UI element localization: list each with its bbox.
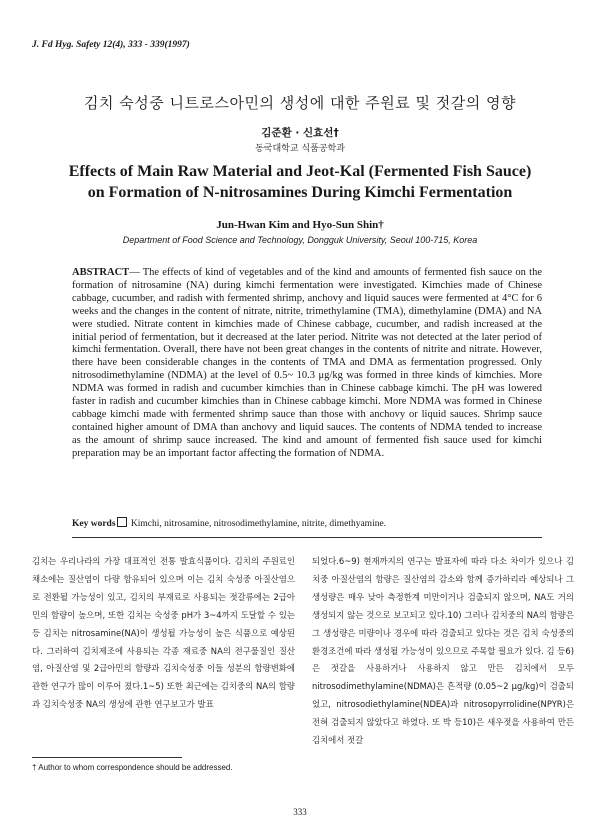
english-title-line-1: Effects of Main Raw Material and Jeot-Kal (Fermented Fish Sauce)	[68, 163, 532, 180]
korean-authors: 김준환 · 신효선†	[261, 127, 339, 139]
english-title	[0, 161, 600, 203]
keywords-text: Kimchi, nitrosamine, nitrosodimethylamine, nitrite, dimethyamine.	[130, 519, 387, 529]
abstract-text: — The effects of kind of vegetables and of the kind and amounts of fermented fish sauce on the formation of nitrosamine (NA) during kimchi fermentation were investigated. Kimchies made of Chinese cabbage, cucumber, and radish with fermented shrimp, anchovy and liquid sauces were fermented at 4°C for 6 weeks and the changes in the content of nitrate, nitrite, trimethylamine (TMA), dimethylamine (DMA) and NA were studied. Nitrate content in kimchies made of Chinese cabbage, cucumber, and radish increased at the initial period of fermentation, but it decreased at the later period. Nitrite was not detected at the later period of kimchi fermentation. Overall, there have not been great changes in the contents of nitrite and nitrate. However, there have been considerable changes in the contents of TMA and DMA as fermentation progressed. Only nitrosodimethylamine (NDMA) at the level of 0.5~ 10.3 μg/kg was formed in three kinds of kimchies. More NDMA was formed in radish and cucumber kimchies than in Chinese cabbage kimchi. The pH was lowered faster in radish and cucumber kimchies than in Chinese cabbage kimchi. More NDMA was formed in Chinese cabbage kimchi made with fermented shrimp sauce than those with anchovy or liquid sauces. Shrimp sauce contained higher amount of DMA than anchovy and liquid sauces. The contents of NDMA tended to increase as the amount of shrimp sauce increased. The kind and amount of fermented fish sauce used for kimchi preparation may be an important factor affecting the formation of NDMA.	[72, 267, 542, 459]
journal-citation: J. Fd Hyg. Safety 12(4), 333 - 339(1997)	[32, 40, 190, 50]
english-authors: Jun-Hwan Kim and Hyo-Sun Shin†	[216, 219, 384, 231]
keywords	[72, 517, 552, 529]
abstract	[72, 267, 542, 461]
english-title-line-2: on Formation of N-nitrosamines During Kimchi Fermentation	[87, 184, 513, 201]
korean-title: 김치 숙성중 니트로스아민의 생성에 대한 주원료 및 젓갈의 영향	[84, 94, 516, 112]
body-column-left	[32, 553, 295, 714]
footnote: † Author to whom correspondence should be addressed.	[32, 763, 233, 772]
english-affiliation: Department of Food Science and Technology, Dongguk University, Seoul 100-715, Korea	[122, 235, 478, 245]
korean-affiliation: 동국대학교 식품공학과	[255, 144, 345, 154]
keywords-label: Key words	[72, 519, 116, 529]
header-divider	[72, 537, 542, 538]
footnote-divider	[32, 757, 182, 758]
page-number: 333	[293, 807, 307, 817]
body-paragraph-left: 김치는 우리나라의 가장 대표적인 전통 발효식품이다. 김치의 주원료인 채소에는 질산염이 다량 함유되어 있으며 이는 김치 숙성중 아질산염으로 전환될 가능성이 있고, 김치의 부재료로 사용되는 젓갈류에는 2급아민의 함량이 높으며, 또한 김치는 숙성중 pH가 3~4까지 도달할 수 있는등 김치는 nitrosamine(NA)이 생성될 가능성이 높은 식품으로 예상된다. 그러하여 김치제조에 사용되는 각종 재료중 NA의 전구물질인 질산염, 아질산염 및 2급아민의 함량과 김치숙성중 이들 성분의 함량변화에 관한 연구가 많이 이루어 졌다.1~5) 또한 최근에는 김치중의 NA의 함량과 김치숙성중 NA의 생성에 관한 연구보고가 발표	[32, 556, 295, 710]
abstract-heading: ABSTRACT	[72, 267, 130, 278]
body-column-right	[312, 553, 574, 750]
body-paragraph-right: 되었다.6~9) 현재까지의 연구는 발표자에 따라 다소 차이가 있으나 김치중 아질산염의 함량은 질산염의 감소와 함께 증가하리라 예상되나 그 생성량은 매우 낮아 측정한계 미만이거나 검출되지 않으며, NA도 거의 생성되지 않는 것으로 보고되고 있다.10) 그러나 김치중의 NA의 함량은 그 생성량은 미량이나 경우에 따라 검출되고 있다는 것은 김치 숙성중의 환경조건에 따라 생성될 가능성이 있으므로 주목할 필요가 있다. 김 등6)은 젓갈을 사용하거나 사용하지 않고 만든 김치에서 모두 nitrosodimethylamine(NDMA)은 흔적량 (0.05~2 μg/kg)이 검출되었고, nitrosodiethylamine(NDEA)과 nitrosopyrrolidine(NPYR)은 전혀 검출되지 않았다고 하였다. 또 박 등10)은 새우젓을 사용하여 만든 김치에서 젓갈	[312, 556, 574, 746]
keywords-box-icon	[117, 517, 127, 527]
